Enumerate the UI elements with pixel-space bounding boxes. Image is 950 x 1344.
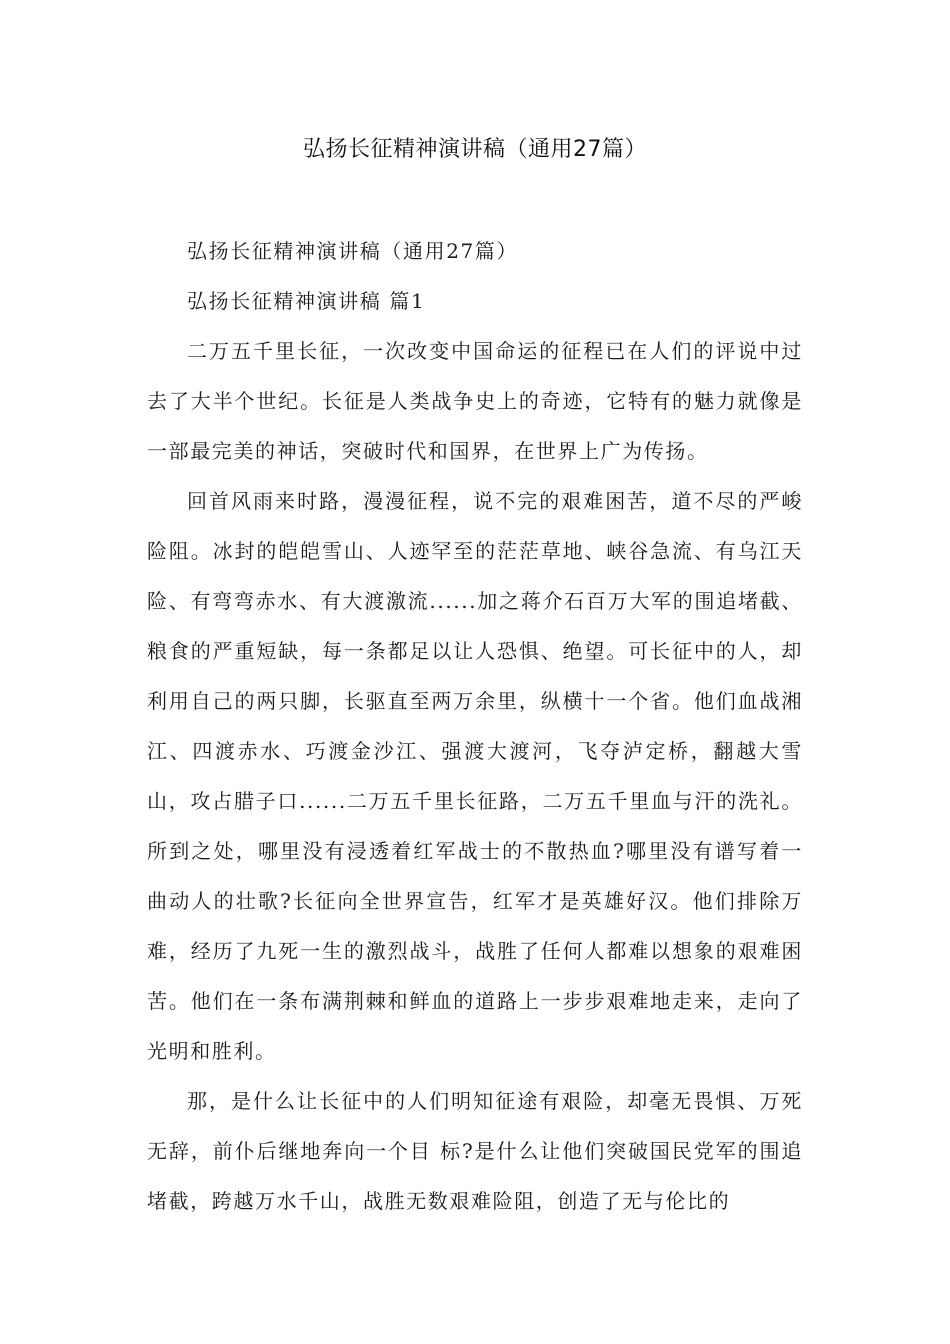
paragraph-chapter-heading: 弘扬长征精神演讲稿 篇1 <box>187 289 426 313</box>
paragraph-subtitle: 弘扬长征精神演讲稿（通用27篇） <box>187 239 519 263</box>
document-title: 弘扬长征精神演讲稿（通用27篇） <box>303 137 647 162</box>
paragraph-hardships: 回首风雨来时路，漫漫征程，说不完的艰难困苦，道不尽的严峻险阻。冰封的皑皑雪山、人迹罕至的茫茫草地、峡谷急流、有乌江天险、有弯弯赤水、有大渡激流......加之蒋介石百万大军的围追堵截、粮食的严重短缺，每一条都足以让人恐惧、绝望。可长征中的人，却利用自己的两只脚，长驱直至两万余里，纵横十一个省。他们血战湘江、四渡赤水、巧渡金沙江、强渡大渡河，飞夺泸定桥，翻越大雪山，攻占腊子口......二万五千里长征路，二万五千里血与汗的洗礼。所到之处，哪里没有浸透着红军战士的不散热血?哪里没有谱写着一曲动人的壮歌?长征向全世界宣告，红军才是英雄好汉。他们排除万难，经历了九死一生的激烈战斗，战胜了任何人都难以想象的艰难困苦。他们在一条布满荆棘和鲜血的道路上一步步艰难地走来，走向了光明和胜利。 <box>147 489 803 1063</box>
document-body <box>147 226 803 1226</box>
paragraph-question: 那，是什么让长征中的人们明知征途有艰险，却毫无畏惧、万死无辞，前仆后继地奔向一个目 标?是什么让他们突破国民党军的围追堵截，跨越万水千山，战胜无数艰难险阻，创造了无与伦比的 <box>147 1089 803 1213</box>
paragraph-intro: 二万五千里长征，一次改变中国命运的征程已在人们的评说中过去了大半个世纪。长征是人类战争史上的奇迹，它特有的魅力就像是一部最完美的神话，突破时代和国界，在世界上广为传扬。 <box>147 339 803 463</box>
